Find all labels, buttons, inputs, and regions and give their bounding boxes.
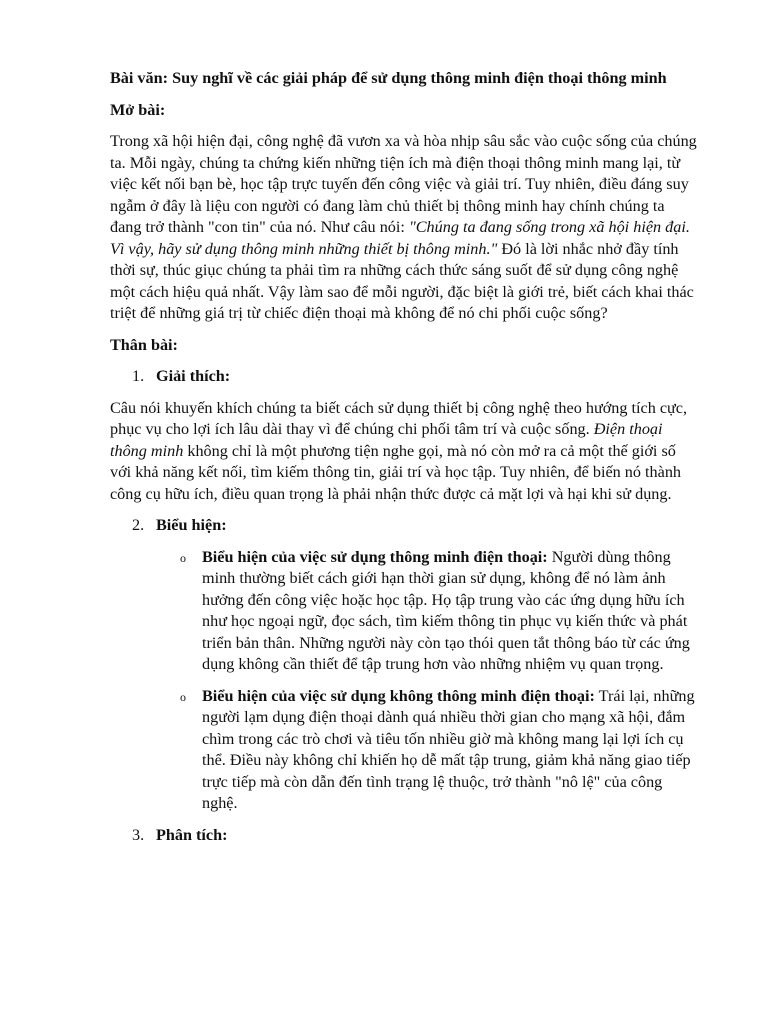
intro-text-1: Trong xã hội hiện đại, công nghệ đã vươn xa và hòa nhịp sâu sắc vào cuộc sống của chúng ta. Mỗi ngày, chúng ta chứng kiến những tiện ích mà điện thoại thông minh mang lại, từ việc kết nối bạn bè, học tập trực tuyến đến công việc và giải trí. Tuy nhiên, điều đáng suy ngẫm ở đây là liệu con người có đang làm chủ thiết bị thông minh hay chính chúng ta đang trở thành "con tin" của nó. Như câu nói: (110, 132, 697, 236)
document-page (110, 68, 700, 856)
intro-text-2: Đó là lời nhắc nhở đầy tính thời sự, thúc giục chúng ta phải tìm ra những cách thức sáng suốt để sử dụng công nghệ một cách hiệu quả nhất. Vậy làm sao để mỗi người, đặc biệt là giới trẻ, biết cách khai thác triệt để những giá trị từ chiếc điện thoại mà không để nó chi phối cuộc sống? (110, 239, 694, 322)
bullet-marker: o (180, 689, 186, 704)
intro-quote: "Chúng ta đang sống trong xã hội hiện đại. Vì vậy, hãy sử dụng thông minh những thiết bị thông minh." (110, 218, 690, 258)
document-title: Bài văn: Suy nghĩ về các giải pháp để sử dụng thông minh điện thoại thông minh (110, 69, 667, 87)
bullet-marker: o (180, 550, 186, 565)
intro-heading: Mở bài: (110, 100, 166, 119)
section-1-paragraph (110, 398, 700, 506)
body-heading: Thân bài: (110, 335, 178, 354)
section-3-heading (110, 825, 700, 847)
section-3-title: Phân tích: (156, 825, 228, 844)
bullet-2-bold: Biểu hiện của việc sử dụng không thông minh điện thoại: (202, 686, 595, 705)
section-2-number: 2. (132, 516, 145, 534)
intro-paragraph (110, 131, 700, 325)
section-1-text-2: không chỉ là một phương tiện nghe gọi, mà nó còn mở ra cả một thế giới số với khả năng kết nối, tìm kiếm thông tin, giải trí và học tập. Tuy nhiên, để biến nó thành công cụ hữu ích, điều quan trọng là phải nhận thức được cả mặt lợi và hại khi sử dụng. (110, 441, 682, 503)
section-1-number: 1. (132, 367, 145, 385)
section-1-text-1: Câu nói khuyến khích chúng ta biết cách sử dụng thiết bị công nghệ theo hướng tích cực, phục vụ cho lợi ích lâu dài thay vì để chúng chi phối tâm trí và cuộc sống. (110, 398, 688, 438)
bullet-1-text: Người dùng thông minh thường biết cách giới hạn thời gian sử dụng, không để nó làm ảnh hưởng đến công việc hoặc học tập. Họ tập trung vào các ứng dụng hữu ích như học ngoại ngữ, đọc sách, tìm kiếm thông tin phục vụ kiến thức và phát triển bản thân. Những người này còn tạo thói quen tắt thông báo từ các ứng dụng không cần thiết để tập trung hơn vào những nhiệm vụ quan trọng. (202, 547, 690, 673)
section-3-number: 3. (132, 825, 145, 844)
section-1-italic: Điện thoại thông minh (110, 420, 663, 460)
section-2-heading (110, 515, 700, 537)
section-1-heading (110, 366, 700, 388)
bullet-item (110, 686, 700, 815)
bullet-2-text: Trái lại, những người lạm dụng điện thoại dành quá nhiều thời gian cho mạng xã hội, đắm chìm trong các trò chơi và tiêu tốn nhiều giờ mà không mang lại lợi ích cụ thể. Điều này không chỉ khiến họ dễ mất tập trung, giảm khả năng giao tiếp trực tiếp mà còn dẫn đến tình trạng lệ thuộc, trở thành "nô lệ" của công nghệ. (202, 686, 695, 812)
section-2-title: Biểu hiện: (156, 516, 227, 534)
section-1-title: Giải thích: (156, 367, 231, 385)
bullet-1-bold: Biểu hiện của việc sử dụng thông minh điện thoại: (202, 547, 548, 566)
bullet-item (110, 547, 700, 676)
